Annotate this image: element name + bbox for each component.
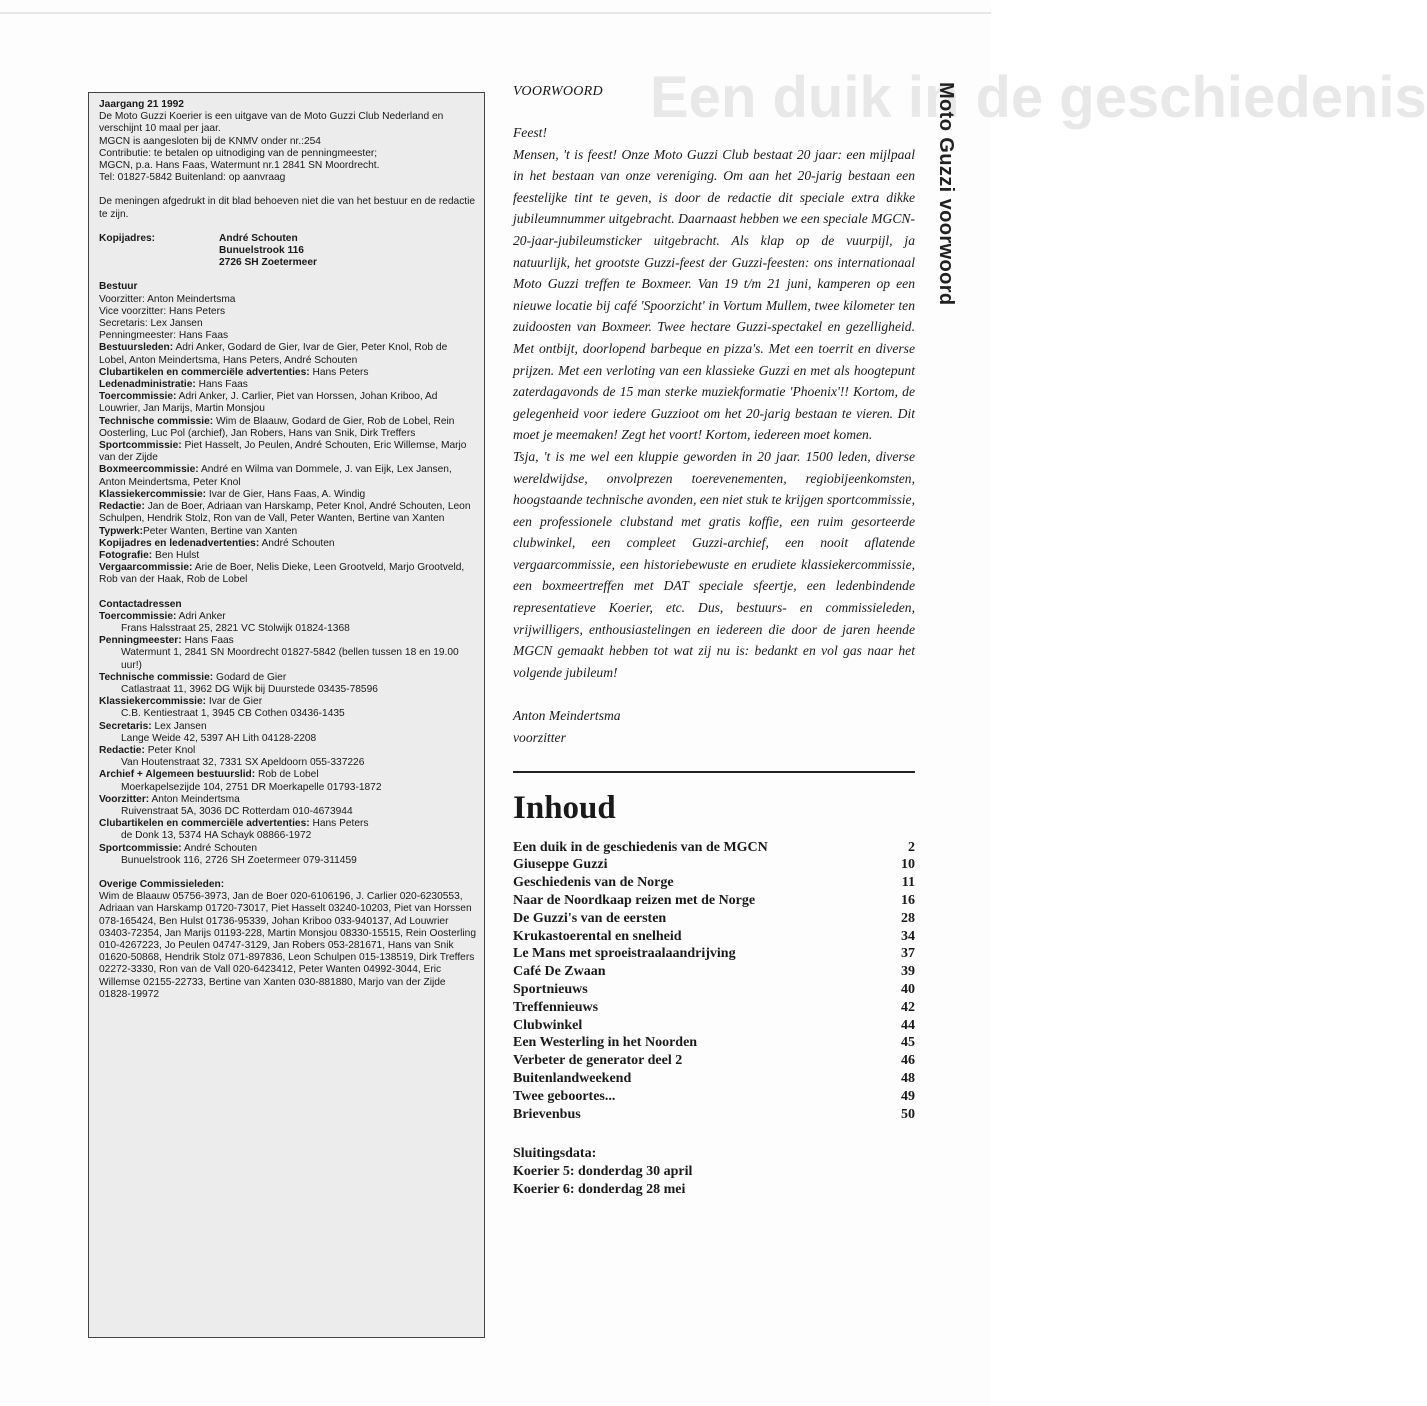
- contact-name: Rob de Lobel: [255, 769, 319, 781]
- role-members: Wim de Blaauw, Godard de Gier, Rob de Lobel, Rein Oosterling, Luc Pol (archief), Jan Robers, Hans van Snik, Dirk Treffers: [99, 415, 455, 439]
- scan-edge-line: [0, 12, 991, 14]
- role-members: Hans Faas: [195, 379, 248, 391]
- kopij-line: André Schouten: [219, 232, 298, 244]
- role-label: Technische commissie:: [99, 415, 214, 427]
- contact-name: Godard de Gier: [213, 671, 287, 683]
- roles-list: [99, 342, 476, 586]
- contact-name: André Schouten: [181, 842, 257, 854]
- toc-item-page: 50: [901, 1106, 915, 1122]
- toc-item-page: 37: [901, 946, 915, 962]
- voorwoord-para2: Tsja, 't is me wel een kluppie geworden in 20 jaar. 1500 leden, diverse wereldwijdse, onvolprezen toerevenementen, regiobijeenkomsten, hoogstaande technische avonden, een niet stuk te krijgen sportcommissie, een professionele clubstand met gratis koffie, een ruim gesorteerde clubwinkel, een compleet Guzzi-archief, een nooit aflatende vergaarcommissie, een historiebewuste en erudiete klassiekercommissie, een boxmeertreffen met DAT speciale sfeertje, een ledenbindende representatieve Koerier, etc. Dus, bestuurs- en commissieleden, vrijwilligers, enthousiastelingen en iedereen die door de jaren heende MGCN gemaakt hebben tot wat zij nu is: bedankt en vol gas naar het volgende jubileum!: [513, 448, 915, 680]
- toc-item-page: 39: [901, 964, 915, 980]
- role-members: Ben Hulst: [152, 549, 200, 561]
- toc-item[interactable]: [513, 1052, 915, 1070]
- role-label: Fotografie:: [99, 549, 153, 561]
- signature-name: Anton Meindertsma: [513, 708, 621, 724]
- info-line: MGCN, p.a. Hans Faas, Watermunt nr.1 2841 SN Moordrecht.: [99, 160, 380, 172]
- role-entry: [99, 550, 476, 562]
- toc-item[interactable]: [513, 999, 915, 1017]
- bestuur-title: Bestuur: [99, 281, 138, 293]
- kopij-address: [99, 233, 476, 270]
- role-members: Hans Peters: [309, 366, 369, 378]
- contact-entry: [99, 635, 476, 647]
- role-entry: [99, 416, 476, 440]
- colophon-box: [88, 92, 485, 1338]
- contacts-list: [99, 611, 476, 867]
- contact-title: Contactadressen: [99, 598, 182, 610]
- contact-label: Technische commissie:: [99, 671, 214, 683]
- toc-item-title: Buitenlandweekend: [513, 1070, 632, 1086]
- role-label: Ledenadministratie:: [99, 379, 196, 391]
- toc-item-title: Twee geboortes...: [513, 1088, 616, 1104]
- contact-address: Van Houtenstraat 32, 7331 SX Apeldoorn 055-337226: [121, 757, 365, 769]
- role-label: Sportcommissie:: [99, 440, 182, 452]
- contact-entry: [99, 672, 476, 684]
- toc-item[interactable]: [513, 892, 915, 910]
- toc-item-title: Le Mans met sproeistraalaandrijving: [513, 946, 736, 962]
- contact-label: Sportcommissie:: [99, 842, 182, 854]
- toc-item-page: 28: [901, 910, 915, 926]
- right-column: [513, 84, 915, 1199]
- role-label: Typwerk:: [99, 525, 143, 537]
- role-members: Jan de Boer, Adriaan van Harskamp, Peter Knol, André Schouten, Leon Schulpen, Hendrik Stolz, Ron van de Vall, Peter Wanten, Bertine van Xanten: [99, 501, 471, 525]
- contact-label: Toercommissie:: [99, 610, 177, 622]
- contact-name: Anton Meindertsma: [149, 793, 240, 805]
- role-label: Clubartikelen en commerciële advertenties:: [99, 366, 310, 378]
- kopij-line: Bunuelstrook 116: [219, 245, 304, 257]
- toc-item-page: 11: [901, 875, 915, 891]
- kopij-lines: [219, 233, 317, 270]
- contact-name: Adri Anker: [176, 610, 226, 622]
- contact-entry: [99, 843, 476, 855]
- kopij-label: Kopijadres:: [99, 232, 156, 244]
- toc-item-page: 45: [901, 1035, 915, 1051]
- contact-entry: [99, 696, 476, 708]
- role-members: André Schouten: [259, 537, 335, 549]
- contact-address: Watermunt 1, 2841 SN Moordrecht 01827-5842 (bellen tussen 18 en 19.00 uur!): [121, 647, 459, 671]
- contact-address: Ruivenstraat 5A, 3036 DC Rotterdam 010-4673944: [121, 805, 353, 817]
- toc-item-title: Clubwinkel: [513, 1017, 583, 1033]
- toc-item[interactable]: [513, 1088, 915, 1106]
- info-line: Contributie: te betalen op uitnodiging van de penningmeester;: [99, 147, 378, 159]
- role-members: Arie de Boer, Nelis Dieke, Leen Grootveld, Marjo Grootveld, Rob van der Haak, Rob de Lobel: [99, 562, 465, 586]
- contact-entry: [99, 745, 476, 757]
- deadline-title: Sluitingsdata:: [513, 1146, 597, 1162]
- toc-item-page: 2: [908, 839, 915, 855]
- role-entry: [99, 367, 476, 379]
- toc-item-title: Treffennieuws: [513, 999, 599, 1015]
- toc-item-title: Krukastoerental en snelheid: [513, 928, 682, 944]
- toc-item[interactable]: [513, 874, 915, 892]
- toc-item-title: Een duik in de geschiedenis van de MGCN: [513, 839, 768, 855]
- deadline-item: Koerier 6: donderdag 28 mei: [513, 1181, 686, 1197]
- contact-label: Voorzitter:: [99, 793, 150, 805]
- toc-item-page: 42: [901, 999, 915, 1015]
- toc-item-page: 16: [901, 893, 915, 909]
- toc-item[interactable]: [513, 1106, 915, 1124]
- toc-item-page: 10: [901, 857, 915, 873]
- toc-item-title: Sportnieuws: [513, 982, 588, 997]
- contact-label: Secretaris:: [99, 720, 152, 732]
- role-entry: [99, 391, 476, 415]
- contact-address: de Donk 13, 5374 HA Schayk 08866-1972: [121, 830, 312, 842]
- contact-label: Redactie:: [99, 744, 145, 756]
- toc-item-page: 49: [901, 1088, 915, 1104]
- toc-item[interactable]: [513, 963, 915, 981]
- contact-entry: [99, 794, 476, 806]
- overige-label: Overige Commissieleden:: [99, 878, 225, 890]
- contact-entry: [99, 818, 476, 830]
- ghost-title-bleed: Een duik in de geschiedenis: [650, 65, 1427, 130]
- contact-name: Lex Jansen: [151, 720, 207, 732]
- role-entry: [99, 440, 476, 464]
- role-members: André en Wilma van Dommele, J. van Eijk, Lex Jansen, Anton Meindertsma, Peter Knol: [99, 464, 452, 488]
- deadline-item: Koerier 5: donderdag 30 april: [513, 1164, 693, 1180]
- bestuur-line: Penningmeester: Hans Faas: [99, 330, 229, 342]
- toc-item[interactable]: [513, 839, 915, 857]
- side-title-text: Moto Guzzi voorwoord: [935, 82, 957, 306]
- role-members: Adri Anker, Godard de Gier, Ivar de Gier, Peter Knol, Rob de Lobel, Anton Meindertsma, Hans Peters, André Schouten: [99, 342, 448, 366]
- contact-name: Hans Peters: [309, 818, 369, 830]
- toc-item-title: Café De Zwaan: [513, 964, 606, 980]
- role-entry: [99, 464, 476, 488]
- toc-item-page: 46: [901, 1053, 915, 1069]
- toc-item[interactable]: [513, 945, 915, 963]
- inhoud-title: Inhoud: [513, 789, 616, 826]
- contact-label: Archief + Algemeen bestuurslid:: [99, 769, 256, 781]
- signature-role: voorzitter: [513, 730, 566, 746]
- role-entry: [99, 562, 476, 586]
- toc-item-title: Geschiedenis van de Norge: [513, 875, 674, 891]
- contact-address: Bunuelstrook 116, 2726 SH Zoetermeer 079-311459: [121, 854, 357, 866]
- voorwoord-para1: Mensen, 't is feest! Onze Moto Guzzi Club bestaat 20 jaar: een mijlpaal in het bestaan van onze vereniging. Om aan het 20-jarig bestaan een feestelijke tint te geven, is door de redactie dit speciale extra dikke jubileumnummer uitgebracht. Daarnaast hebben we een speciale MGCN-20-jaar-jubileumsticker uitgebracht. Als klap op de vuurpijl, ja natuurlijk, het grootste Guzzi-feest der Guzzi-feesten: ons internationaal Moto Guzzi treffen te Boxmeer. Van 19 t/m 21 juni, kamperen op een nieuwe locatie bij café 'Spoorzicht' in Vortum Mullem, twee kilometer ten zuidoosten van Boxmeer. Twee hectare Guzzi-spectakel en gezelligheid. Met ontbijt, doorlopend barbeque en pizza's. Met een toerrit en diverse prijzen. Met een verloting van een klassieke Guzzi en met als hoogtepunt zaterdagavonds de 15 man sterke muziekformatie 'Phoenix'!! Kortom, de gelegenheid voor iedere Guzzioot om het 20-jarig bestaan te vieren. Dit moet je meemaken! Zegt het voort! Kortom, iedereen moet komen.: [513, 146, 915, 443]
- info-line: Tel: 01827-5842 Buitenland: op aanvraag: [99, 172, 286, 184]
- toc-item-page: 44: [901, 1017, 915, 1033]
- contact-label: Penningmeester:: [99, 635, 182, 647]
- contact-address: Moerkapelsezijde 104, 2751 DR Moerkapelle 01793-1872: [121, 781, 382, 793]
- toc-item-page: 34: [901, 928, 915, 944]
- role-entry: [99, 342, 476, 366]
- toc-item[interactable]: [513, 981, 915, 999]
- role-entry: [99, 379, 476, 391]
- role-members: Adri Anker, J. Carlier, Piet van Horssen, Johan Kriboo, Ad Louwrier, Jan Marijs, Martin Monsjou: [99, 391, 438, 415]
- side-section-title: [925, 82, 959, 342]
- toc-item-title: Verbeter de generator deel 2: [513, 1053, 683, 1069]
- role-entry: [99, 538, 476, 550]
- role-label: Bestuursleden:: [99, 342, 174, 354]
- contact-address: C.B. Kentiestraat 1, 3945 CB Cothen 03436-1435: [121, 708, 345, 720]
- contact-entry: [99, 611, 476, 623]
- contact-name: Hans Faas: [181, 635, 234, 647]
- role-members: Peter Wanten, Bertine van Xanten: [142, 525, 298, 537]
- voorwoord-opening: Feest!: [513, 125, 547, 140]
- bestuur-line: Vice voorzitter: Hans Peters: [99, 305, 226, 317]
- voorwoord-label: VOORWOORD: [513, 84, 603, 99]
- contact-name: Ivar de Gier: [206, 696, 263, 708]
- toc-item[interactable]: [513, 1070, 915, 1088]
- jaargang: Jaargang 21 1992: [99, 99, 184, 110]
- role-members: Piet Hasselt, Jo Peulen, André Schouten, Eric Willemse, Marjo van der Zijde: [99, 440, 467, 464]
- role-label: Toercommissie:: [99, 391, 177, 403]
- role-entry: [99, 526, 476, 538]
- toc-item-title: Giuseppe Guzzi: [513, 857, 608, 873]
- bestuur-line: Voorzitter: Anton Meindertsma: [99, 293, 236, 305]
- kopij-line: 2726 SH Zoetermeer: [219, 257, 317, 269]
- toc-item[interactable]: [513, 856, 915, 874]
- role-label: Klassiekercommissie:: [99, 488, 207, 500]
- contact-entry: [99, 721, 476, 733]
- contact-address: Frans Halsstraat 25, 2821 VC Stolwijk 01824-1368: [121, 622, 350, 634]
- toc-item-page: 40: [901, 982, 915, 997]
- role-label: Kopijadres en ledenadvertenties:: [99, 537, 260, 549]
- disclaimer: De meningen afgedrukt in dit blad behoeven niet die van het bestuur en de redactie te zijn.: [99, 196, 476, 220]
- contact-name: Peter Knol: [144, 744, 196, 756]
- contact-address: Lange Weide 42, 5397 AH Lith 04128-2208: [121, 732, 317, 744]
- contact-entry: [99, 769, 476, 781]
- role-label: Boxmeercommissie:: [99, 464, 199, 476]
- role-label: Vergaarcommissie:: [99, 562, 193, 574]
- table-of-contents: [513, 839, 915, 1124]
- toc-item-title: De Guzzi's van de eersten: [513, 910, 667, 926]
- info-line: MGCN is aangesloten bij de KNMV onder nr.:254: [99, 135, 321, 147]
- role-entry: [99, 501, 476, 525]
- contact-address: Catlastraat 11, 3962 DG Wijk bij Duurstede 03435-78596: [121, 683, 378, 695]
- contact-label: Klassiekercommissie:: [99, 696, 207, 708]
- bestuur-line: Secretaris: Lex Jansen: [99, 318, 203, 330]
- toc-item-title: Naar de Noordkaap reizen met de Norge: [513, 893, 756, 909]
- toc-item[interactable]: [513, 928, 915, 946]
- role-entry: [99, 489, 476, 501]
- toc-item[interactable]: [513, 1017, 915, 1035]
- contact-label: Clubartikelen en commerciële advertenties:: [99, 818, 310, 830]
- role-members: Ivar de Gier, Hans Faas, A. Windig: [206, 488, 366, 500]
- toc-item[interactable]: [513, 1034, 915, 1052]
- overige-text: Wim de Blaauw 05756-3973, Jan de Boer 020-6106196, J. Carlier 020-6230553, Adriaan van Harskamp 01720-73017, Piet Hasselt 03240-10203, Piet van Horssen 078-165424, Ben Hulst 01736-95339, Johan Kriboo 033-940137, Ad Louwrier 03403-72354, Jan Marijs 01193-228, Martin Monsjou 08330-15515, Rein Oosterling 010-4267223, Jo Peulen 04747-3129, Jan Robers 053-281671, Hans van Snik 01620-50868, Hendrik Stolz 071-897836, Leon Schulpen 015-138519, Dirk Treffers 02272-3330, Ron van de Vall 020-6423412, Peter Wanten 04992-3044, Eric Willemse 02155-22733, Bertine van Xanten 030-881880, Marjo van der Zijde 01828-19972: [99, 891, 476, 1000]
- info-line: De Moto Guzzi Koerier is een uitgave van de Moto Guzzi Club Nederland en verschijnt 10 maal per jaar.: [99, 111, 444, 135]
- role-label: Redactie:: [99, 501, 145, 513]
- toc-item-page: 48: [901, 1070, 915, 1086]
- toc-item-title: Brievenbus: [513, 1106, 581, 1122]
- toc-item-title: Een Westerling in het Noorden: [513, 1035, 698, 1051]
- toc-item[interactable]: [513, 910, 915, 928]
